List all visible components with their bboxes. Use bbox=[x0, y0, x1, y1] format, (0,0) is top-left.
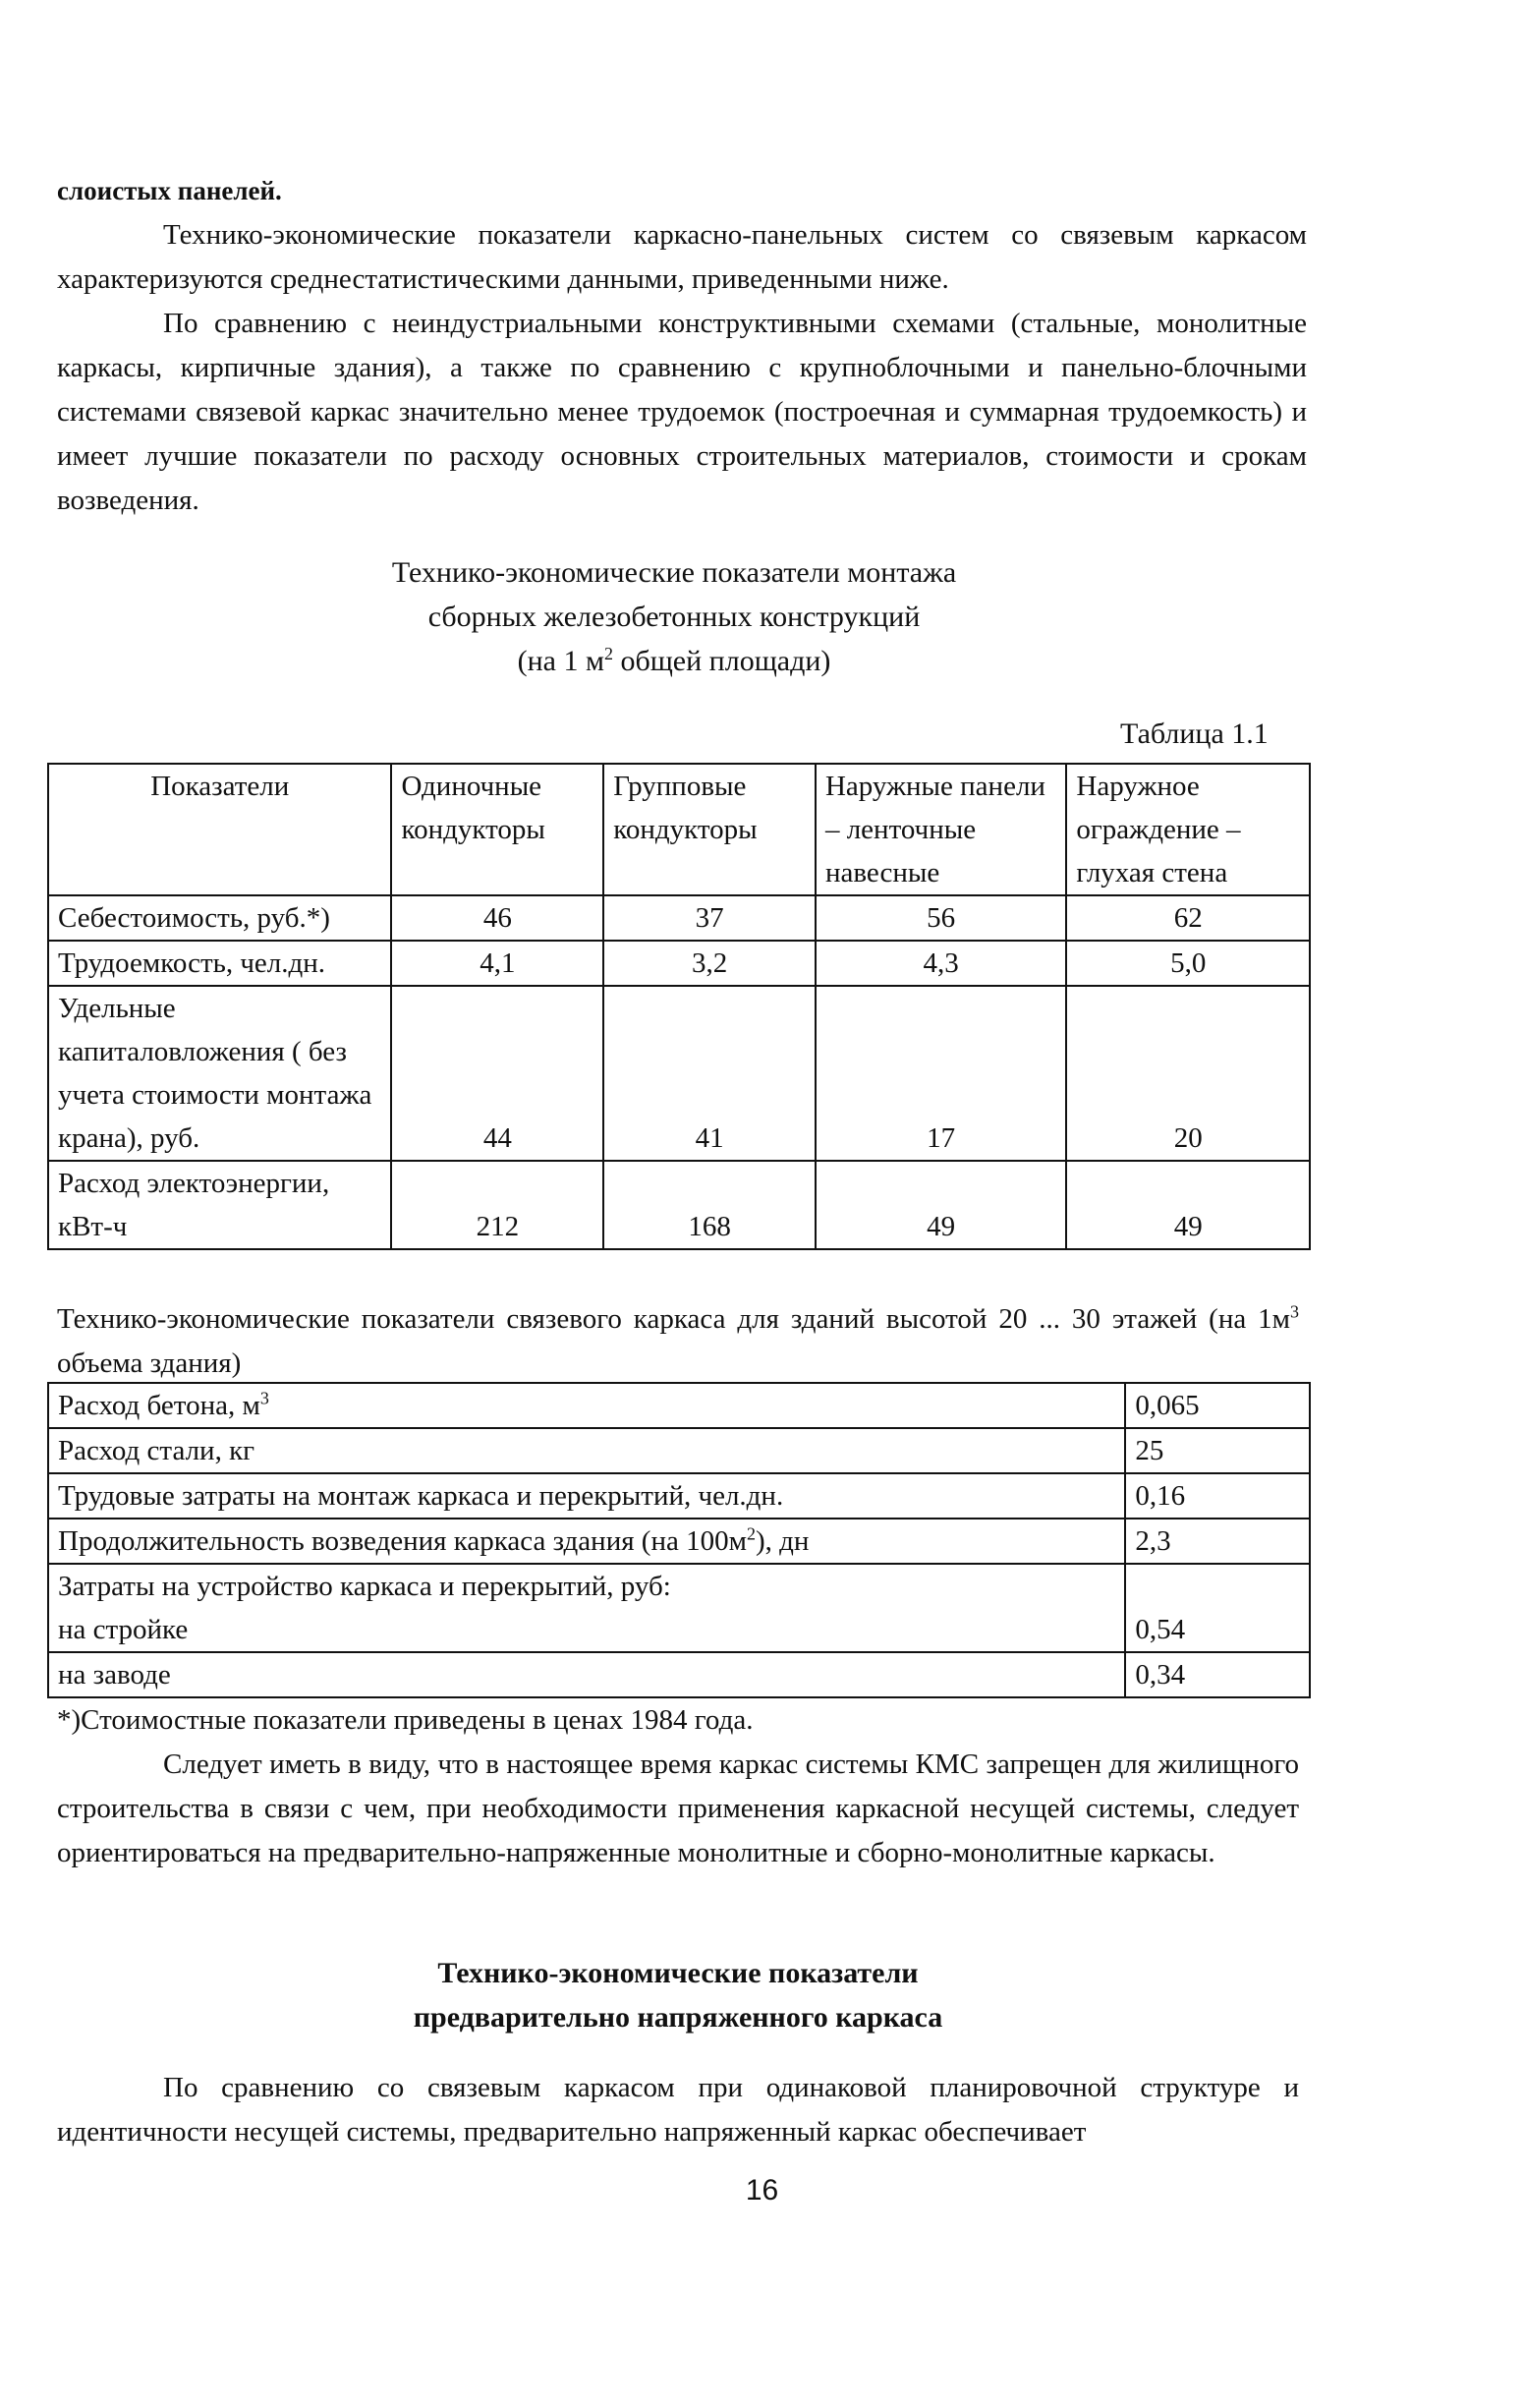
cell-value: 0,16 bbox=[1125, 1473, 1310, 1519]
table-row bbox=[48, 1473, 1310, 1519]
intro-section bbox=[57, 169, 1307, 523]
cell-value: 20 bbox=[1066, 986, 1310, 1161]
cell-value: 46 bbox=[391, 895, 603, 941]
cell-value: 212 bbox=[391, 1161, 603, 1249]
table1-header-cell: Наружное ограждение – глухая стена bbox=[1066, 764, 1310, 895]
table-row bbox=[48, 986, 1310, 1161]
cost-site-label: на стройке bbox=[58, 1614, 189, 1645]
cell-value: 56 bbox=[816, 895, 1066, 941]
table1-header-row bbox=[48, 764, 1310, 895]
table1-header-cell: Наружные панели – ленточные навесные bbox=[816, 764, 1066, 895]
footnote: *)Стоимостные показатели приведены в ценах 1984 года. bbox=[57, 1704, 754, 1736]
table-row bbox=[48, 1428, 1310, 1473]
cell-value: 49 bbox=[816, 1161, 1066, 1249]
table-row bbox=[48, 941, 1310, 986]
row-label: Удельные капиталовложения ( без учета стоимости монтажа крана), руб. bbox=[48, 986, 391, 1161]
intro-paragraph-2: По сравнению с неиндустриальными конструктивными схемами (стальные, монолитные каркасы, кирпичные здания), а также по сравнению с крупноблочными и панельно-блочными системами связевой каркас значительно менее трудоемок (построечная и суммарная трудоемкость) и имеет лучшие показатели по расходу основных строительных материалов, стоимости и срокам возведения. bbox=[57, 308, 1307, 516]
cell-value: 37 bbox=[603, 895, 816, 941]
cost-plant-value: 0,34 bbox=[1125, 1652, 1310, 1697]
table1-title-line3 bbox=[57, 639, 1291, 683]
table-row bbox=[48, 1519, 1310, 1564]
table2-title-text bbox=[57, 1297, 1299, 1386]
table-row bbox=[48, 1652, 1310, 1697]
cell-value: 49 bbox=[1066, 1161, 1310, 1249]
row-label bbox=[48, 1428, 1125, 1473]
table1-title-line3-text: (на 1 м bbox=[517, 645, 604, 677]
cell-value: 5,0 bbox=[1066, 941, 1310, 986]
table-row bbox=[48, 895, 1310, 941]
row-label: Расход электоэнергии, кВт-ч bbox=[48, 1161, 391, 1249]
cell-value: 41 bbox=[603, 986, 816, 1161]
cost-site-value: 0,54 bbox=[1125, 1564, 1310, 1652]
table1-title-line3-text-end: общей площади) bbox=[612, 645, 831, 677]
row-label-text: Продолжительность возведения каркаса здания (на 100м bbox=[58, 1525, 747, 1557]
section-heading bbox=[57, 1951, 1299, 2039]
page-number: 16 bbox=[745, 2174, 779, 2207]
row-label bbox=[48, 1383, 1125, 1428]
table1-title-line2: сборных железобетонных конструкций bbox=[427, 601, 921, 633]
cell-value: 0,065 bbox=[1125, 1383, 1310, 1428]
cell-value: 168 bbox=[603, 1161, 816, 1249]
row-label: Себестоимость, руб.*) bbox=[48, 895, 391, 941]
section-heading-line2: предварительно напряженного каркаса bbox=[413, 2001, 943, 2034]
cell-value: 3,2 bbox=[603, 941, 816, 986]
row-label bbox=[48, 1564, 1125, 1652]
row-label-text: Расход стали, кг bbox=[58, 1435, 255, 1466]
cost-plant-label: на заводе bbox=[48, 1652, 1125, 1697]
paragraph-4-section bbox=[57, 2066, 1299, 2154]
row-label-text: Трудовые затраты на монтаж каркаса и перекрытий, чел.дн. bbox=[58, 1480, 784, 1512]
cell-value: 4,3 bbox=[816, 941, 1066, 986]
table2-title-text-end: объема здания) bbox=[57, 1347, 242, 1379]
cost-heading: Затраты на устройство каркаса и перекрытий, руб: bbox=[58, 1571, 671, 1602]
footnote-section bbox=[57, 1698, 1299, 1875]
cell-value: 4,1 bbox=[391, 941, 603, 986]
table2-title bbox=[57, 1297, 1299, 1386]
cell-value: 44 bbox=[391, 986, 603, 1161]
intro-line: слоистых панелей. bbox=[57, 176, 282, 205]
table-row bbox=[48, 1161, 1310, 1249]
table1-header-cell: Одиночные кондукторы bbox=[391, 764, 603, 895]
row-label bbox=[48, 1473, 1125, 1519]
table1-title-line1: Технико-экономические показатели монтажа bbox=[391, 556, 957, 589]
section-heading-line1: Технико-экономические показатели bbox=[437, 1957, 919, 1989]
table-row bbox=[48, 1383, 1310, 1428]
table1-header-cell: Показатели bbox=[48, 764, 391, 895]
intro-paragraph-1: Технико-экономические показатели каркасно-панельных систем со связевым каркасом характеризуются среднестатистическими данными, приведенными ниже. bbox=[57, 219, 1307, 295]
table1-header-cell: Групповые кондукторы bbox=[603, 764, 816, 895]
cell-value: 17 bbox=[816, 986, 1066, 1161]
row-label-sup: 2 bbox=[746, 1523, 756, 1544]
table1 bbox=[47, 763, 1311, 1250]
row-label-text-end: ), дн bbox=[755, 1525, 810, 1557]
table2-title-sup: 3 bbox=[1290, 1301, 1299, 1322]
row-label: Трудоемкость, чел.дн. bbox=[48, 941, 391, 986]
table1-title bbox=[57, 550, 1291, 683]
row-label-text: Расход бетона, м bbox=[58, 1390, 260, 1421]
cell-value: 62 bbox=[1066, 895, 1310, 941]
row-label-sup: 3 bbox=[259, 1388, 269, 1408]
cell-value: 2,3 bbox=[1125, 1519, 1310, 1564]
paragraph-4: По сравнению со связевым каркасом при одинаковой планировочной структуре и идентичности несущей системы, предварительно напряженный каркас обеспечивает bbox=[57, 2072, 1299, 2148]
table1-title-line3-sup: 2 bbox=[603, 644, 613, 663]
table-row bbox=[48, 1564, 1310, 1652]
table2-title-text-main: Технико-экономические показатели связевого каркаса для зданий высотой 20 ... 30 этажей (на 1м bbox=[57, 1303, 1290, 1335]
paragraph-3: Следует иметь в виду, что в настоящее время каркас системы КМС запрещен для жилищного строительства в связи с чем, при необходимости применения каркасной несущей системы, следует ориентироваться на предварительно-напряженные монолитные и сборно-монолитные каркасы. bbox=[57, 1749, 1299, 1868]
table2 bbox=[47, 1382, 1311, 1698]
cell-value: 25 bbox=[1125, 1428, 1310, 1473]
row-label bbox=[48, 1519, 1125, 1564]
table1-caption: Таблица 1.1 bbox=[1120, 717, 1269, 750]
